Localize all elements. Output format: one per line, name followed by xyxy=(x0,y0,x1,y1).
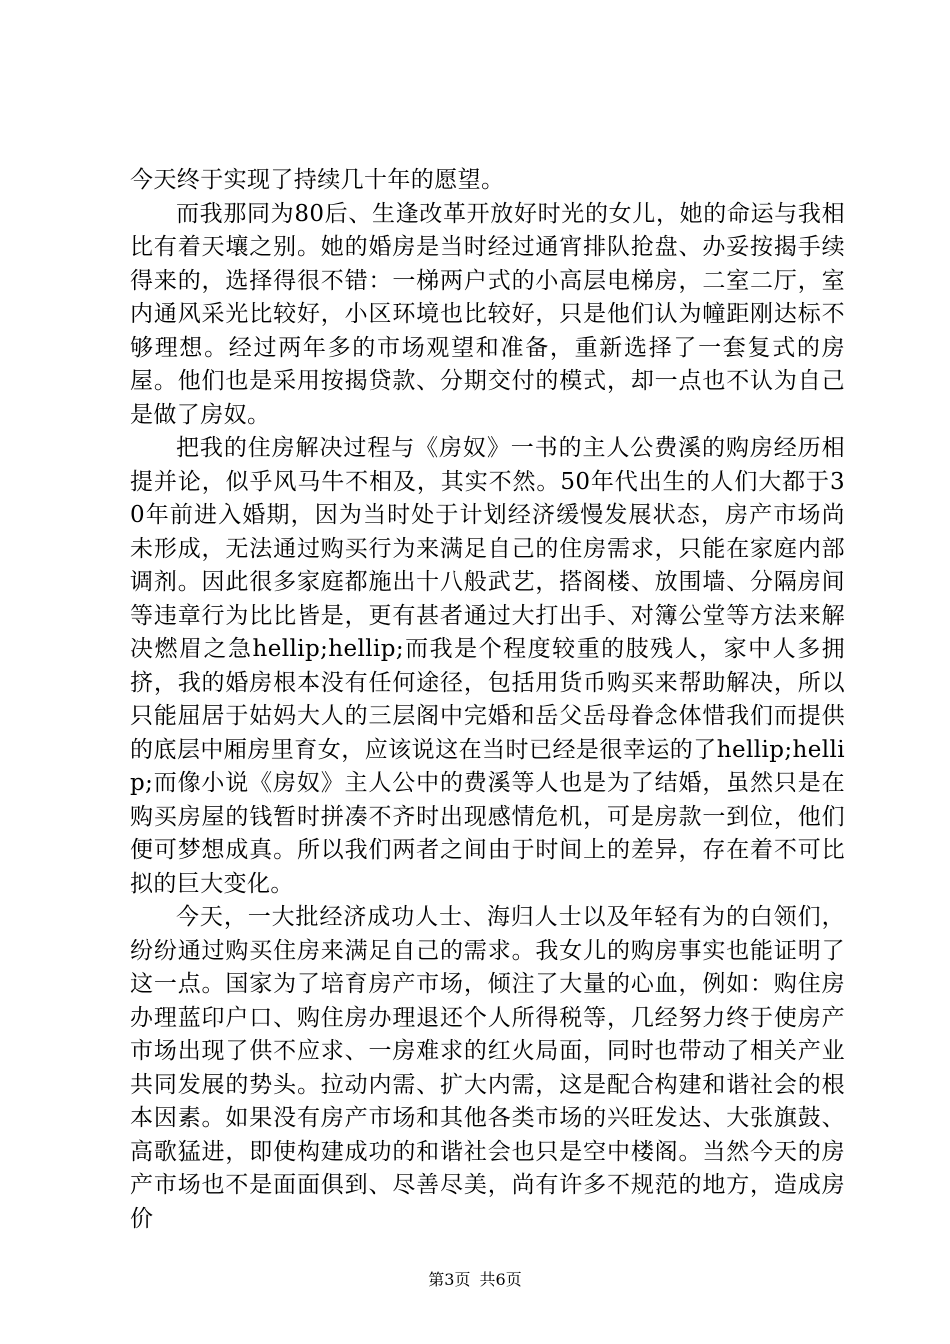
page-total: 共6页 xyxy=(479,1270,522,1289)
paragraph-1: 今天终于实现了持续几十年的愿望。 xyxy=(130,167,505,193)
paragraph-2: 而我那同为80后、生逢改革开放好时光的女儿，她的命运与我相比有着天壤之别。她的婚房是当时经过通宵排队抢盘、办妥按揭手续得来的，选择得很不错：一梯两户式的小高层电梯房，二室二厅，室内通风采光比较好，小区环境也比较好，只是他们认为幢距刚达标不够理想。经过两年多的市场观望和准备，重新选择了一套复式的房屋。他们也是采用按揭贷款、分期交付的模式，却一点也不认为自己是做了房奴。 xyxy=(130,200,845,428)
page-number: 第3页 xyxy=(428,1270,471,1289)
paragraph-3: 把我的住房解决过程与《房奴》一书的主人公费溪的购房经历相提并论，似乎风马牛不相及，其实不然。50年代出生的人们大都于30年前进入婚期，因为当时处于计划经济缓慢发展状态，房产市场尚未形成，无法通过购买行为来满足自己的住房需求，只能在家庭内部调剂。因此很多家庭都施出十八般武艺，搭阁楼、放围墙、分隔房间等违章行为比比皆是，更有甚者通过大打出手、对簿公堂等方法来解决燃眉之急hellip;hellip;而我是个程度较重的肢残人，家中人多拥挤，我的婚房根本没有任何途径，包括用货币购买来帮助解决，所以只能屈居于姑妈大人的三层阁中完婚和岳父岳母眷念体惜我们而提供的底层中厢房里育女，应该说这在当时已经是很幸运的了hellip;hellip;而像小说《房奴》主人公中的费溪等人也是为了结婚，虽然只是在购买房屋的钱暂时拼凑不齐时出现感情危机，可是房款一到位，他们便可梦想成真。所以我们两者之间由于时间上的差异，存在着不可比拟的巨大变化。 xyxy=(130,435,845,897)
paragraph-4: 今天，一大批经济成功人士、海归人士以及年轻有为的白领们，纷纷通过购买住房来满足自己的需求。我女儿的购房事实也能证明了这一点。国家为了培育房产市场，倾注了大量的心血，例如：购住房办理蓝印户口、购住房办理退还个人所得税等，几经努力终于使房产市场出现了供不应求、一房难求的红火局面，同时也带动了相关产业共同发展的势头。拉动内需、扩大内需，这是配合构建和谐社会的根本因素。如果没有房产市场和其他各类市场的兴旺发达、大张旗鼓、高歌猛进，即使构建成功的和谐社会也只是空中楼阁。当然今天的房产市场也不是面面俱到、尽善尽美，尚有许多不规范的地方，造成房价 xyxy=(130,904,845,1232)
document-body xyxy=(130,164,845,1236)
page-footer xyxy=(0,1267,950,1290)
